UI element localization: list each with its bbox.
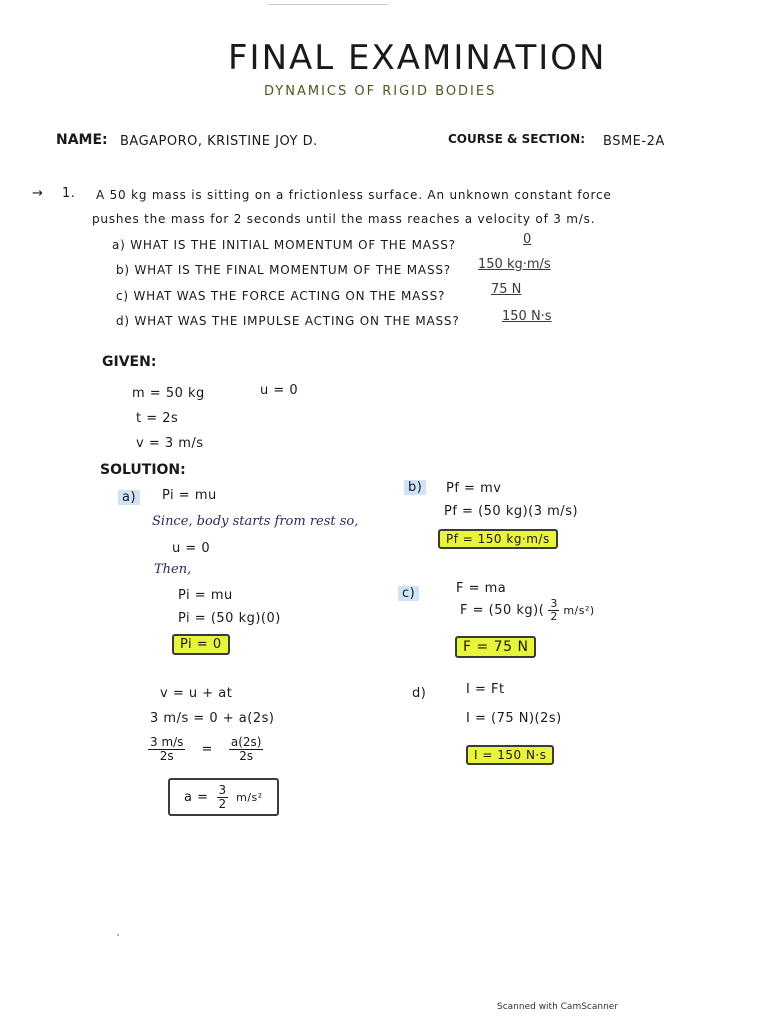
question-a: a) WHAT IS THE INITIAL MOMENTUM OF THE MASS? bbox=[112, 238, 456, 252]
part-c-eq2-left: F = (50 kg)( bbox=[460, 602, 545, 618]
exam-subtitle: DYNAMICS OF RIGID BODIES bbox=[264, 84, 497, 99]
kinematics-rhs-num: a(2s) bbox=[230, 735, 262, 749]
kinematics-rhs-fraction bbox=[229, 736, 264, 762]
answer-c: 75 N bbox=[491, 282, 522, 297]
part-c-eq2 bbox=[460, 598, 595, 622]
part-a-eq4: Pi = (50 kg)(0) bbox=[178, 611, 281, 626]
part-c-eq2-right: m/s²) bbox=[563, 603, 595, 617]
course-value: BSME-2A bbox=[603, 134, 665, 149]
part-c-frac-den: 2 bbox=[550, 609, 558, 623]
part-c-fraction bbox=[548, 598, 559, 622]
answer-a: 0 bbox=[523, 232, 532, 247]
part-c-frac-num: 3 bbox=[550, 597, 558, 610]
given-v: v = 3 m/s bbox=[136, 436, 204, 451]
kinematics-lhs-num: 3 m/s bbox=[150, 735, 184, 749]
question-b: b) WHAT IS THE FINAL MOMENTUM OF THE MASS? bbox=[116, 263, 451, 277]
problem-marker: → bbox=[32, 186, 44, 201]
scanner-watermark: Scanned with CamScanner bbox=[497, 1002, 619, 1012]
question-d: d) WHAT WAS THE IMPULSE ACTING ON THE MASS? bbox=[116, 314, 460, 328]
part-a-eq1: Pi = mu bbox=[162, 488, 217, 503]
part-a-result: Pi = 0 bbox=[172, 634, 230, 655]
solution-label: SOLUTION: bbox=[100, 462, 186, 478]
kinematics-equals: = bbox=[201, 741, 213, 757]
part-a-tag: a) bbox=[118, 490, 140, 505]
problem-text-line1: A 50 kg mass is sitting on a frictionless surface. An unknown constant force bbox=[96, 188, 612, 202]
part-c-result: F = 75 N bbox=[455, 636, 536, 658]
part-b-eq1: Pf = mv bbox=[446, 481, 502, 496]
part-a-eq3: Pi = mu bbox=[178, 588, 233, 603]
given-t: t = 2s bbox=[136, 411, 179, 426]
question-c: c) WHAT WAS THE FORCE ACTING ON THE MASS? bbox=[116, 289, 446, 303]
problem-number: 1. bbox=[62, 186, 76, 201]
kinematics-rhs-den: 2s bbox=[239, 748, 254, 763]
answer-b: 150 kg·m/s bbox=[478, 257, 551, 272]
part-d-eq2: I = (75 N)(2s) bbox=[466, 711, 562, 726]
part-c-eq1: F = ma bbox=[456, 581, 507, 596]
kinematics-result-unit: m/s² bbox=[236, 790, 263, 804]
part-a-note: Since, body starts from rest so, bbox=[152, 514, 359, 529]
kinematics-result-den: 2 bbox=[218, 796, 227, 811]
kinematics-lhs-den: 2s bbox=[159, 748, 174, 763]
given-u: u = 0 bbox=[260, 383, 299, 398]
stray-mark bbox=[117, 934, 119, 936]
kinematics-result-lhs: a = bbox=[184, 789, 209, 805]
part-b-tag: b) bbox=[404, 480, 426, 495]
kinematics-eq2: 3 m/s = 0 + a(2s) bbox=[150, 711, 275, 726]
name-label: NAME: bbox=[56, 132, 108, 148]
part-d-tag: d) bbox=[412, 686, 427, 701]
given-label: GIVEN: bbox=[102, 354, 157, 370]
kinematics-result-fraction bbox=[217, 784, 229, 810]
part-b-eq2: Pf = (50 kg)(3 m/s) bbox=[444, 504, 579, 519]
exam-title: FINAL EXAMINATION bbox=[228, 38, 607, 78]
given-m: m = 50 kg bbox=[132, 386, 205, 401]
part-a-eq2: u = 0 bbox=[172, 541, 211, 556]
answer-d: 150 N·s bbox=[502, 309, 552, 324]
kinematics-result-num: 3 bbox=[218, 783, 227, 797]
scan-edge-line bbox=[268, 4, 388, 5]
part-c-tag: c) bbox=[398, 586, 419, 601]
part-a-then: Then, bbox=[154, 562, 192, 577]
problem-text-line2: pushes the mass for 2 seconds until the mass reaches a velocity of 3 m/s. bbox=[92, 212, 596, 226]
course-label: COURSE & SECTION: bbox=[448, 132, 585, 146]
kinematics-lhs-fraction bbox=[148, 736, 185, 762]
part-b-result: Pf = 150 kg·m/s bbox=[438, 529, 558, 549]
kinematics-divide bbox=[148, 736, 263, 762]
kinematics-result-box bbox=[168, 778, 279, 816]
part-d-eq1: I = Ft bbox=[466, 682, 505, 697]
name-value: BAGAPORO, KRISTINE JOY D. bbox=[120, 134, 318, 149]
kinematics-eq1: v = u + at bbox=[160, 686, 233, 701]
part-d-result: I = 150 N·s bbox=[466, 745, 554, 765]
